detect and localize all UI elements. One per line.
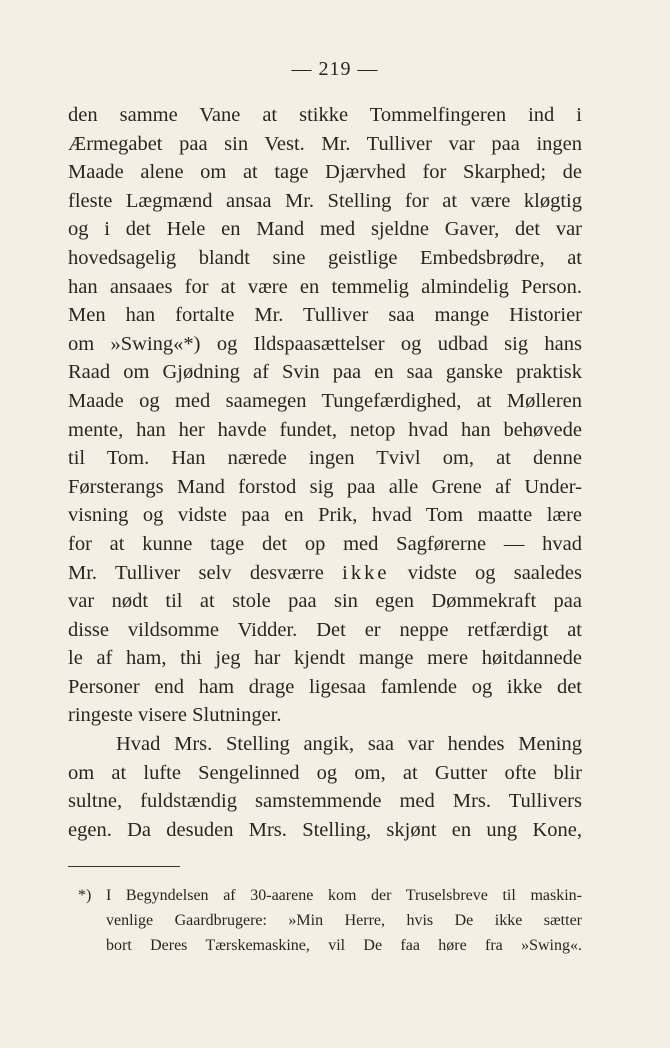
text-segment: Mr. Tulliver selv desværre <box>68 561 324 584</box>
footnote-line: venlige Gaardbrugere: »Min Herre, hvis De ikke sætter <box>106 912 582 929</box>
text-line: Raad om Gjødning af Svin paa en saa ganske praktisk <box>68 361 582 384</box>
text-line: Men han fortalte Mr. Tulliver saa mange Historier <box>68 304 582 327</box>
text-line: om at lufte Sengelinned og om, at Gutter ofte blir <box>68 761 582 784</box>
footnote <box>78 883 582 958</box>
text-segment: vidste og saaledes <box>407 561 583 584</box>
footnote-divider <box>68 866 180 867</box>
text-line: fleste Lægmænd ansaa Mr. Stelling for at være kløgtig <box>68 189 582 212</box>
page-number: — 219 — <box>291 58 379 80</box>
text-line: til Tom. Han nærede ingen Tvivl om, at denne <box>68 447 582 470</box>
text-line: Maade alene om at tage Djærvhed for Skarphed; de <box>68 161 582 184</box>
text-line-spaced <box>68 559 582 588</box>
text-line: han ansaaes for at være en temmelig almindelig Person. <box>68 275 582 298</box>
text-line: for at kunne tage det op med Sagførerne — hvad <box>68 532 582 555</box>
text-line: Hvad Mrs. Stelling angik, saa var hendes Mening <box>116 733 582 756</box>
text-line: om »Swing«*) og Ildspaasættelser og udbad sig hans <box>68 332 582 355</box>
text-line: var nødt til at stole paa sin egen Dømmekraft paa <box>68 590 582 613</box>
footnote-line: *) I Begyndelsen af 30-aarene kom der Truselsbreve til maskin- <box>78 887 582 904</box>
text-line: Ærmegabet paa sin Vest. Mr. Tulliver var paa ingen <box>68 132 582 155</box>
text-line: den samme Vane at stikke Tommelfingeren ind i <box>68 104 582 126</box>
footnote-line: bort Deres Tærskemaskine, vil De faa høre fra »Swing«. <box>106 937 582 954</box>
text-line: ringeste visere Slutninger. <box>68 704 282 727</box>
text-line: sultne, fuldstændig samstemmende med Mrs. Tullivers <box>68 790 582 813</box>
text-line: visning og vidste paa en Prik, hvad Tom maatte lære <box>68 504 582 527</box>
text-line: mente, han her havde fundet, netop hvad han behøvede <box>68 418 582 441</box>
spaced-emphasis: ikke <box>342 561 390 584</box>
text-line: Maade og med saamegen Tungefærdighed, at Mølleren <box>68 389 582 412</box>
text-line: Førsterangs Mand forstod sig paa alle Grene af Under- <box>68 475 582 498</box>
text-line: og i det Hele en Mand med sjeldne Gaver, det var <box>68 218 582 241</box>
text-line: Personer end ham drage ligesaa famlende og ikke det <box>68 675 582 698</box>
text-line: disse vildsomme Vidder. Det er neppe retfærdigt at <box>68 618 582 641</box>
text-line: egen. Da desuden Mrs. Stelling, skjønt en ung Kone, <box>68 818 582 841</box>
text-line: le af ham, thi jeg har kjendt mange mere høitdannede <box>68 647 582 670</box>
text-line: hovedsagelig blandt sine geistlige Embedsbrødre, at <box>68 246 582 269</box>
body-text <box>68 101 582 844</box>
